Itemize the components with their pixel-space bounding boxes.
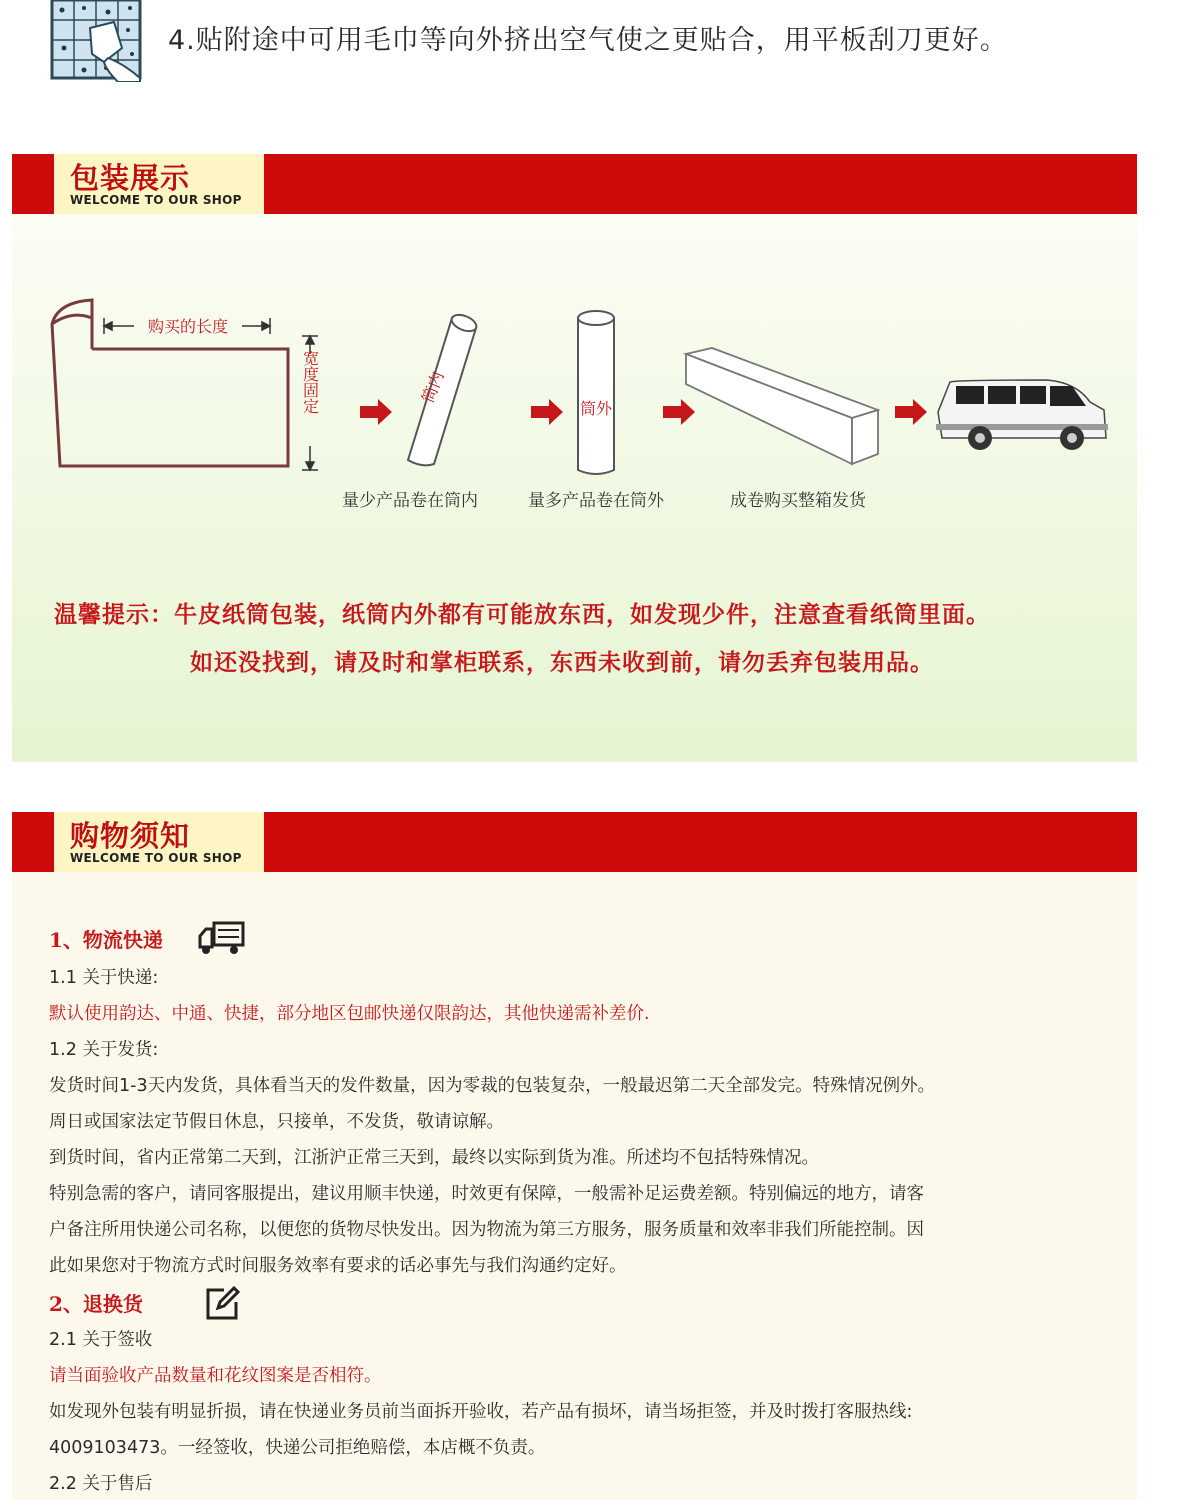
flow-arrow-2 xyxy=(531,399,563,425)
returns-line-4: 4009103473。一经签收，快递公司拒绝赔偿，本店概不负责。 xyxy=(49,1438,546,1458)
shopping-header-tab xyxy=(54,812,264,872)
flow-arrow-1 xyxy=(360,399,392,425)
packaging-section-header xyxy=(12,154,1137,214)
returns-heading: 2、退换货 xyxy=(49,1292,143,1316)
installation-step-4 xyxy=(0,0,1200,90)
logistics-heading: 1、物流快递 xyxy=(49,928,163,952)
packaging-header-tab xyxy=(54,154,264,214)
tube-inside-label: 筒内 xyxy=(418,368,448,406)
returns-line-2: 请当面验收产品数量和花纹图案是否相符。 xyxy=(49,1366,382,1386)
packaging-panel xyxy=(12,214,1137,762)
flow-arrow-3 xyxy=(663,399,695,425)
delivery-truck-icon xyxy=(196,920,246,956)
delivery-van-illustration xyxy=(936,380,1108,450)
returns-line-3: 如发现外包装有明显折损，请在快递业务员前当面拆开验收，若产品有损坏，请当场拒签，并及时拨打客服热线: xyxy=(49,1402,913,1422)
tube-outside-label: 筒外 xyxy=(580,399,613,418)
window-wipe-icon xyxy=(48,0,146,82)
tube-inside-illustration xyxy=(408,312,479,466)
logistics-line-3: 1.2 关于发货: xyxy=(49,1040,159,1060)
logistics-line-5: 周日或国家法定节假日休息，只接单，不发货，敬请谅解。 xyxy=(49,1112,504,1132)
shopping-title: 购物须知 xyxy=(70,819,191,853)
caption-small-quantity: 量少产品卷在筒内 xyxy=(342,491,478,511)
packaging-tip-line-2: 如还没找到，请及时和掌柜联系，东西未收到前，请勿丢弃包装用品。 xyxy=(190,649,934,676)
caption-large-quantity: 量多产品卷在筒外 xyxy=(528,491,664,511)
logistics-line-8: 户备注所用快递公司名称，以便您的货物尽快发出。因为物流为第三方服务，服务质量和效率非我们所能控制。因 xyxy=(49,1220,924,1240)
shopping-notice-panel xyxy=(12,872,1137,1500)
logistics-line-4: 发货时间1-3天内发货，具体看当天的发件数量，因为零裁的包装复杂，一般最迟第二天全部发完。特殊情况例外。 xyxy=(49,1076,936,1096)
shopping-notice-section-header xyxy=(12,812,1137,872)
returns-line-1: 2.1 关于签收 xyxy=(49,1330,153,1350)
packaging-subtitle: WELCOME TO OUR SHOP xyxy=(70,193,242,207)
logistics-line-7: 特别急需的客户，请同客服提出，建议用顺丰快递，时效更有保障，一般需补足运费差额。特别偏远的地方，请客 xyxy=(49,1184,924,1204)
caption-whole-roll: 成卷购买整箱发货 xyxy=(730,491,866,511)
step-4-text: 4.贴附途中可用毛巾等向外挤出空气使之更贴合，用平板刮刀更好。 xyxy=(168,25,1008,56)
edit-note-icon xyxy=(202,1284,242,1324)
shipping-box-illustration xyxy=(686,348,878,464)
tube-outside-illustration xyxy=(578,311,614,474)
width-label: 宽度固定 xyxy=(300,350,320,414)
returns-line-5: 2.2 关于售后 xyxy=(49,1474,153,1494)
length-label: 购买的长度 xyxy=(147,317,229,336)
packaging-title: 包装展示 xyxy=(70,161,191,195)
shopping-subtitle: WELCOME TO OUR SHOP xyxy=(70,851,242,865)
logistics-line-2: 默认使用韵达、中通、快捷，部分地区包邮快递仅限韵达，其他快递需补差价. xyxy=(49,1004,650,1024)
flow-arrow-4 xyxy=(895,399,927,425)
logistics-line-9: 此如果您对于物流方式时间服务效率有要求的话必事先与我们沟通约定好。 xyxy=(49,1256,627,1276)
packaging-tip-line-1: 温馨提示：牛皮纸筒包装，纸筒内外都有可能放东西，如发现少件，注意查看纸筒里面。 xyxy=(54,601,990,628)
logistics-line-6: 到货时间，省内正常第二天到，江浙沪正常三天到，最终以实际到货为准。所述均不包括特殊情况。 xyxy=(49,1148,819,1168)
logistics-line-1: 1.1 关于快递: xyxy=(49,968,159,988)
